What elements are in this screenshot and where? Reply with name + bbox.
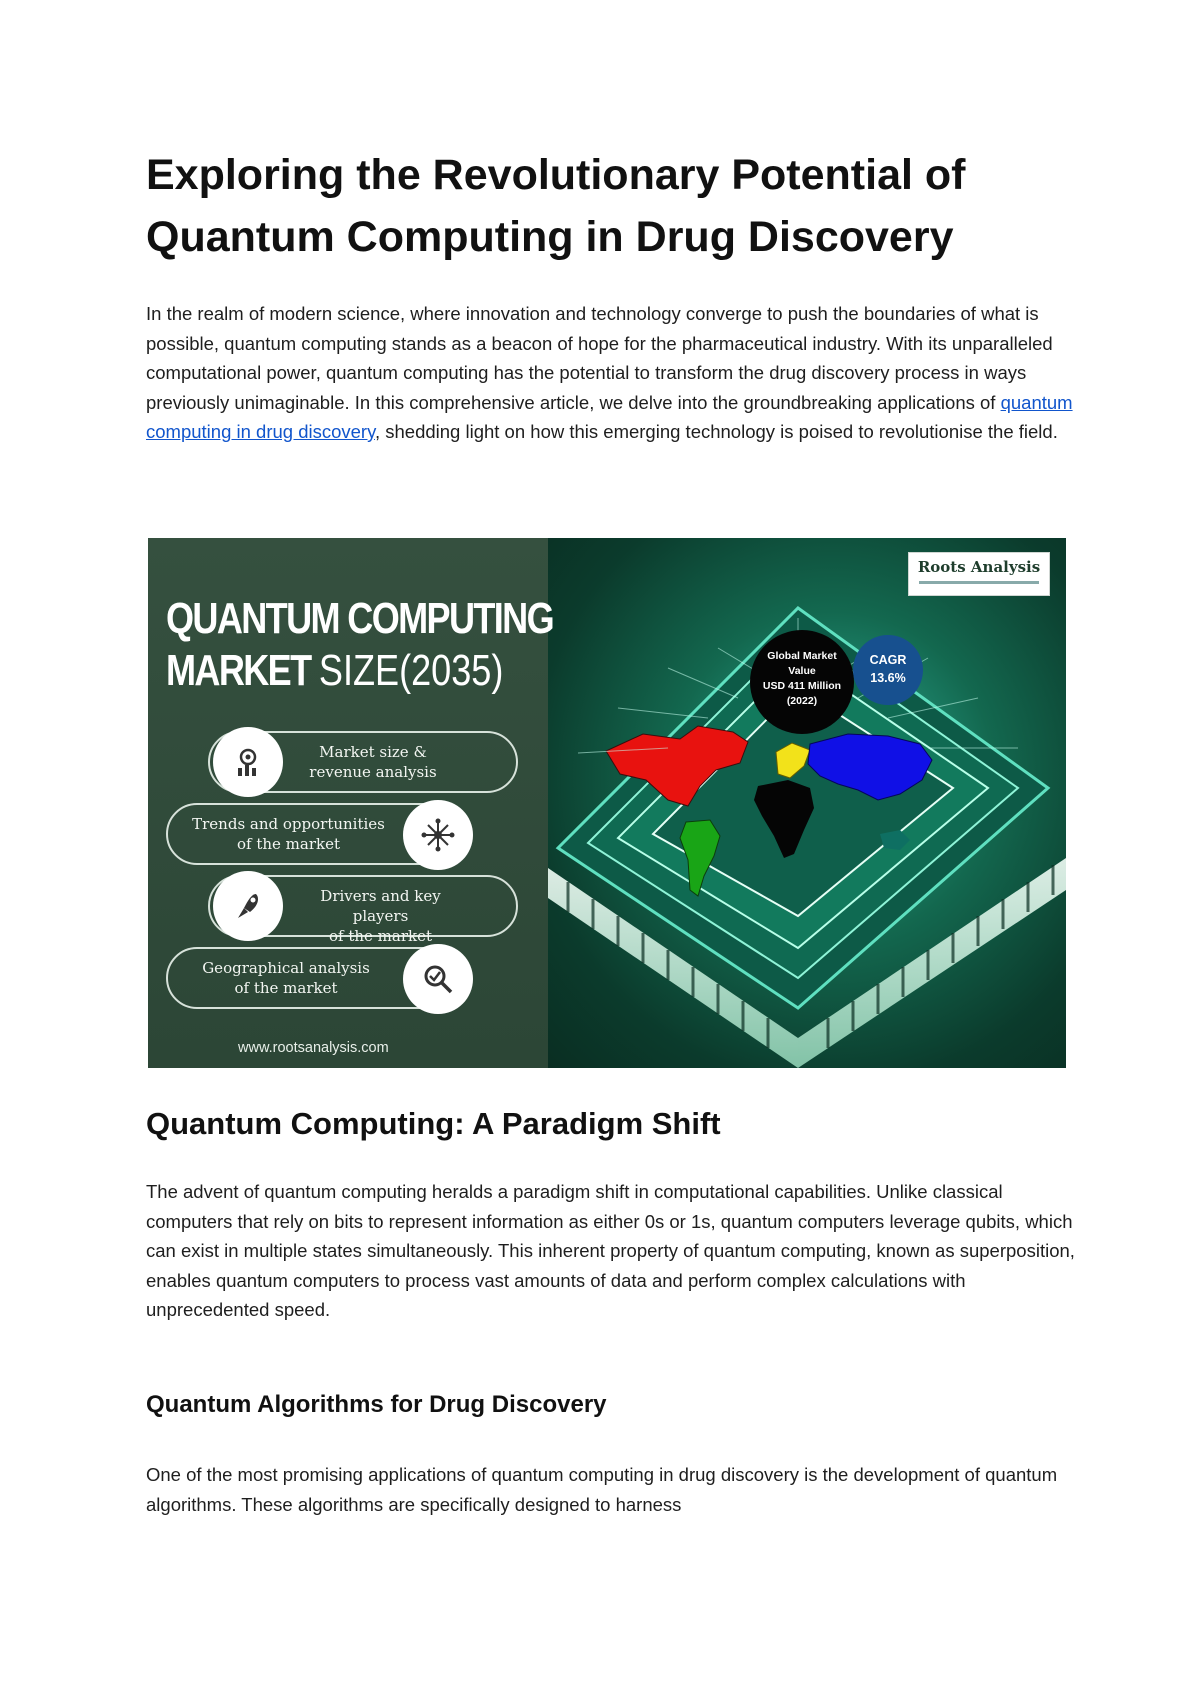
intro-text: In the realm of modern science, where innovation and technology converge to push the boundaries of what is possible, quantum computing stands as a beacon of hope for the pharmaceutical industry. With its unparalleled computational power, quantum computing has the potential to transform the drug discovery process in ways previously unimaginable. In this comprehensive article, we delve into the groundbreaking applications of — [146, 303, 1053, 413]
section-heading: Quantum Computing: A Paradigm Shift — [146, 1106, 721, 1141]
item-label-line: Trends and opportunities — [192, 815, 385, 833]
market-infographic — [148, 538, 1066, 1068]
rocket-icon — [213, 871, 283, 941]
chart-gear-icon — [213, 727, 283, 797]
infographic-title-line1: QUANTUM COMPUTING — [166, 594, 554, 643]
item-label-drivers — [293, 886, 468, 946]
article-title: Exploring the Revolutionary Potential of Quantum Computing in Drug Discovery — [146, 151, 966, 261]
section-paragraph: The advent of quantum computing heralds a paradigm shift in computational capabilities. Unlike classical computers that rely on bits to represent information as either 0s or 1s, quantum computers leverage qubits, which can exist in multiple states simultaneously. This inherent property of quantum computing, known as superposition, enables quantum computers to process vast amounts of data and perform complex calculations with unprecedented speed. — [146, 1181, 1075, 1320]
infographic-chip-image — [548, 538, 1066, 1068]
badge-line: Global Market — [767, 650, 837, 662]
intro-paragraph — [146, 299, 1076, 447]
network-icon — [403, 800, 473, 870]
item-label-line: revenue analysis — [309, 763, 437, 781]
infographic-title-line2 — [166, 645, 553, 697]
badge-line: (2022) — [786, 695, 818, 707]
badge-line: 13.6% — [870, 671, 906, 685]
item-label-line: Geographical analysis — [202, 959, 370, 977]
infographic-url: www.rootsanalysis.com — [238, 1040, 389, 1056]
quantum-chip-illustration — [548, 538, 1066, 1068]
badge-line: USD 411 Million — [762, 680, 842, 692]
global-market-badge — [750, 630, 854, 734]
logo-text: Roots Analysis — [917, 558, 1041, 576]
infographic-title-market: MARKET — [166, 646, 311, 695]
item-label-line: Drivers and key players — [320, 887, 441, 925]
item-label-trends — [186, 814, 391, 854]
item-label-line: Market size & — [319, 743, 427, 761]
subsection-paragraph: One of the most promising applications of quantum computing in drug discovery is the development of quantum algorithms. These algorithms are specifically designed to harness — [146, 1464, 1058, 1515]
cagr-badge — [853, 635, 923, 705]
magnifier-check-icon — [403, 944, 473, 1014]
item-label-line: of the market — [328, 927, 432, 945]
subsection-heading: Quantum Algorithms for Drug Discovery — [146, 1391, 607, 1418]
quantum-computing-link[interactable]: quantum computing in drug discovery — [146, 391, 1073, 442]
logo-tagline-bar — [919, 581, 1039, 584]
badge-line: Value — [788, 665, 816, 677]
item-label-line: of the market — [234, 979, 338, 997]
roots-analysis-logo — [908, 552, 1050, 596]
badge-line: CAGR — [869, 653, 907, 667]
infographic-title — [166, 593, 553, 697]
item-label-market-size — [298, 742, 448, 782]
item-label-line: of the market — [236, 835, 340, 853]
infographic-title-size: SIZE(2035) — [318, 646, 504, 695]
intro-text-end: , shedding light on how this emerging technology is poised to revolutionise the field. — [374, 421, 1058, 442]
item-label-geographical — [196, 958, 376, 998]
